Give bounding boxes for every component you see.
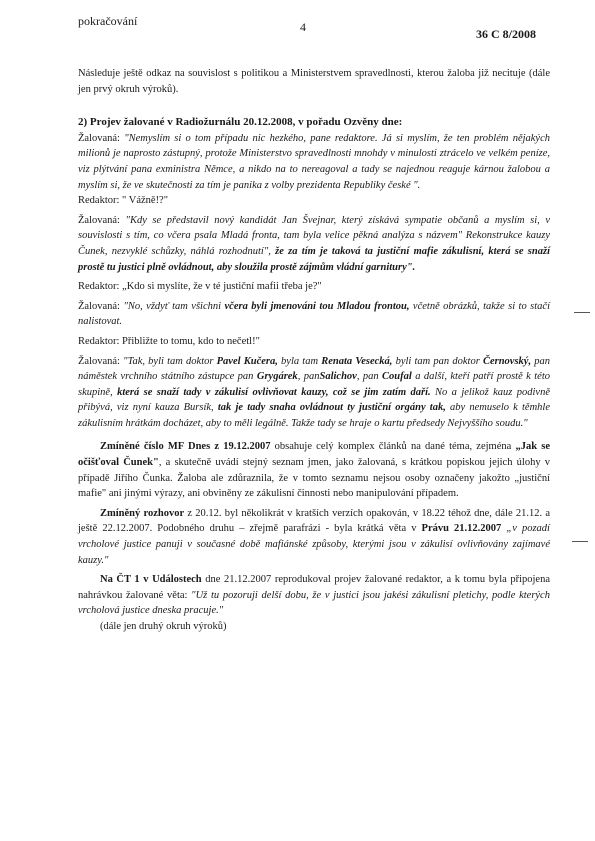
quote-text: "Kdy se představil nový kandidát Jan Švejnar, který získává sympatie občanů a myslím si, v souvislosti s tím, co včera psala Mladá fronta, tam byla velice pěkná analýza s názvem" Rekonstrukce kauzy Čunek, nezvyklé schůzky, náhlá rozhodnutí", (78, 214, 551, 257)
quote-text: , pan (356, 371, 383, 383)
ct1-paragraph (78, 572, 550, 619)
header-continuation: pokračování (78, 14, 138, 28)
margin-mark (572, 541, 588, 542)
quote-text: „v pozadí vrcholové justice panuji v současné době mafiánské způsoby, kterými jsou v zákulisí ovlivňovány zajímavé kauzy." (78, 523, 550, 566)
name-emphasis: Renata Vesecká, (321, 355, 393, 367)
quote-text: byla tam (277, 355, 322, 367)
reporter-line: Redaktor: " Vážně!?" (78, 195, 169, 207)
article-title: „Jak se očišťoval Čunek" (78, 441, 550, 469)
intro-paragraph: Následuje ještě odkaz na souvislost s politikou a Ministerstvem spravedlnosti, kterou žaloba již necituje (dále jen prvý okruh výroků). (78, 68, 550, 95)
source-emphasis: Právu 21.12.2007 (421, 523, 502, 535)
quote-block-4 (78, 354, 550, 432)
margin-mark (574, 312, 590, 313)
speaker-label: Žalovaná: (78, 132, 120, 144)
reporter-line: Redaktor: „Kdo si myslíte, že v té justiční mafii třeba je?" (78, 281, 322, 293)
quote-text: a další, kteří patří prostě k této skupině, (78, 371, 550, 398)
source-emphasis: Zmíněný rozhovor (100, 507, 185, 519)
quote-text: No a jelikož kauz podivně přibývá, viz nyní kauza Bursík, (78, 386, 550, 414)
closing-note: (dále jen druhý okruh výroků) (100, 621, 227, 632)
quote-emphasis: tak je tady snaha ovládnout ty justiční orgány tak, (213, 402, 446, 414)
quote-emphasis: což se jim zatím daří. (328, 386, 431, 398)
mf-dnes-paragraph (78, 439, 550, 501)
section-heading: 2) Projev žalované v Radiožurnálu 20.12.2008, v pořadu Ozvěny dne: (78, 116, 403, 129)
name-emphasis: Salichov (319, 371, 357, 383)
source-emphasis: Na ČT 1 v Událostech (100, 574, 202, 586)
name-emphasis: Černovský, (482, 355, 532, 367)
page-number: 4 (300, 20, 306, 34)
quote-text: "Nemyslím si o tom případu nic hezkého, pane redaktore. Já si myslím, že ten problém nějakých milionů je naprosto zástupný, protože Ministerstvo spravedlnosti mnohdy v minulosti ztrácelo ve velkém peníze, viz plýtvání pana exministra Němce, a nikdo na to nereagoval a tady se najednou reaguje kárnou žalobou a myslím si, že ve skutečnosti za tím je panika z volby prezidenta Republiky české ". (78, 132, 551, 191)
source-emphasis: Zmíněné číslo MF Dnes z 19.12.2007 (100, 441, 271, 453)
speaker-label: Žalovaná: (78, 214, 120, 226)
quote-text: byli tam pan doktor (392, 355, 483, 367)
document-body (78, 66, 550, 635)
name-emphasis: Pavel Kučera, (216, 355, 278, 367)
quote-block-1 (78, 131, 550, 193)
quote-block-2 (78, 213, 550, 275)
paragraph-text: , a skutečně uvádí stejný seznam jmen, jako žalovaná, s krátkou popiskou jejich úlohy v případě Jiřího Čunka. Žaloba ale zdůraznila, že v tomto seznamu nejsou osoby označeny jakožto „justiční mafie" ani jinými výrazy, ani obviněny ze zákulisní činnosti nebo manipulování případem. (78, 457, 550, 500)
quote-text: včetně obrázků, takže si to stačí nalistovat. (78, 300, 551, 328)
quote-emphasis: která se snaží tady v zákulisí ovlivňovat kauzy, (112, 386, 329, 398)
case-number: 36 C 8/2008 (476, 27, 536, 41)
name-emphasis: Grygárek (256, 371, 298, 383)
quote-text: pan náměstek vrchního státního zástupce pan (78, 355, 551, 383)
reporter-line: Redaktor: Přibližte to tomu, kdo to nečetl!" (78, 335, 260, 347)
quote-emphasis: že za tím je taková ta justiční mafie zákulisní, která se snaží prostě tu justici plně ovládnout, aby sloužila prostě zájmům vládní garnitury". (78, 245, 550, 273)
paragraph-text: obsahuje celý komplex článků na dané téma, zejména (270, 441, 516, 453)
name-emphasis: Coufal (382, 371, 412, 383)
quote-text: "No, vždyť tam všichni (123, 300, 222, 312)
quote-text: , pan (297, 371, 320, 383)
quote-emphasis: včera byli jmenováni tou Mladou frontou, (221, 300, 410, 312)
paragraph-text: dne 21.12.2007 reprodukoval projev žalované redaktor, a k tomu byla připojena nahrávkou žalované věta: (78, 574, 551, 601)
quote-text: "Už tu pozoruji delší dobu, že v justici jsou jakési zákulisní pletichy, podle kterých vrcholová justice dneska pracuje." (78, 589, 550, 617)
interview-paragraph (78, 506, 550, 568)
speaker-label: Žalovaná: (78, 300, 120, 312)
paragraph-text: z 20.12. byl několikrát v kratších verzích opakován, v 18.22 téhož dne, dále 21.12. a ještě 22.12.2007. Podobného druhu – zřejmě parafrázi - byla krátká věta v (78, 507, 551, 535)
speaker-label: Žalovaná: (78, 355, 120, 367)
quote-text: "Tak, byli tam doktor (123, 355, 217, 367)
quote-block-3 (78, 299, 550, 330)
quote-text: aby nemuselo k těmhle zákulisním hrátkám docházet, aby to měli legálně. Takže tady se hraje o kartu předsedy Nejvyššího soudu." (78, 402, 550, 429)
